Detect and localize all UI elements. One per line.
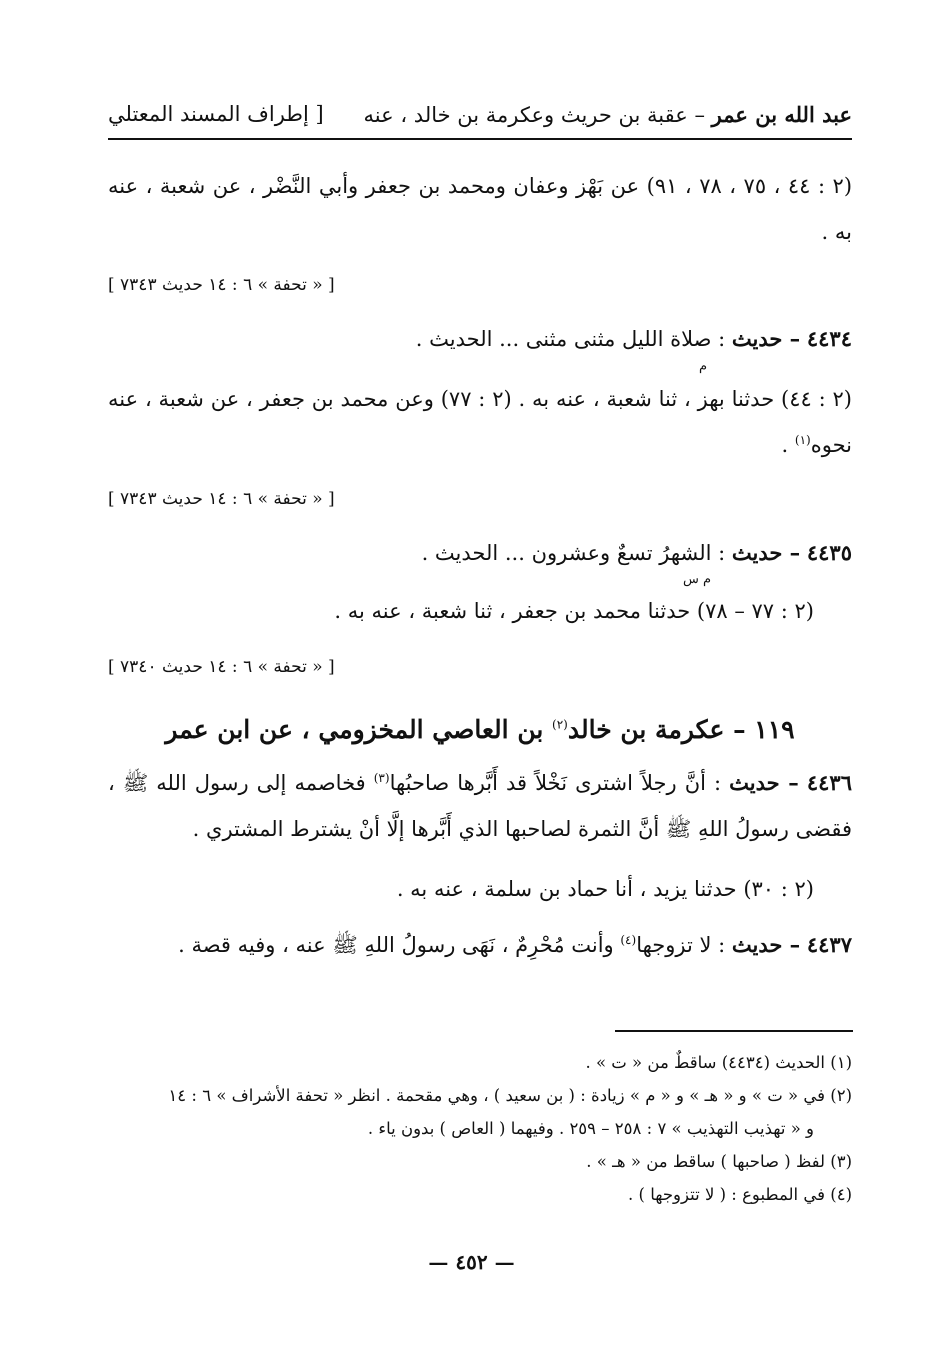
footnote-2: (٢) في « ت » و « هـ » و « م » زيادة : ( بن سعيد ) ، وهي مقحمة . انظر « تحفة الأشراف » ٦ : ١٤ xyxy=(168,1086,852,1105)
footnote-separator xyxy=(615,1030,853,1032)
footnote-2-continued: و « تهذيب التهذيب » ٧ : ٢٥٨ – ٢٥٩ . وفيهما ( العاص ) بدون ياء . xyxy=(367,1119,814,1138)
isnad-paragraph-2 xyxy=(108,376,852,468)
hadith-number: ٤٤٣٤ xyxy=(806,326,852,351)
section-heading-b: بن العاصي المخزومي ، عن ابن عمر xyxy=(165,715,553,744)
footnote-ref-3: (٣) xyxy=(373,771,390,785)
isnad-paragraph-1: (٢ : ٤٤ ، ٧٥ ، ٧٨ ، ٩١) عن بَهْز وعفان ومحمد بن جعفر وأبي النَّضْر ، عن شعبة ، عنه به . xyxy=(108,174,853,244)
header-title-bold: عبد الله بن عمر xyxy=(711,102,852,127)
tuhfa-reference-1: [ « تحفة » ٦ : ١٤ حديث ٧٣٤٣ ] xyxy=(108,275,335,295)
section-heading-119 xyxy=(108,710,852,750)
hadith-4436 xyxy=(108,760,852,852)
hadith-word: – حديث xyxy=(731,540,801,565)
source-tag-4434: م xyxy=(698,359,707,374)
header-title-rest: – عقبة بن حريث وعكرمة بن خالد ، عنه xyxy=(363,103,712,127)
tuhfa-reference-3: [ « تحفة » ٦ : ١٤ حديث ٧٣٤٠ ] xyxy=(108,657,335,677)
section-heading-a: ١١٩ – عكرمة بن خالد xyxy=(567,715,795,744)
hadith-text-a: : لا تزوجها xyxy=(636,933,732,957)
hadith-text: : صلاة الليل مثنى مثنى ... الحديث . xyxy=(415,327,732,351)
paragraph-text: (٢ : ٤٤) حدثنا بهز ، ثنا شعبة ، عنه به . (٢ : ٧٧) وعن محمد بن جعفر ، عن شعبة ، عنه نحوه xyxy=(108,387,852,457)
footnote-ref-2: (٢) xyxy=(552,717,568,732)
page-number: — ٤٥٢ — xyxy=(428,1250,515,1274)
hadith-text-a: : أنَّ رجلاً اشترى نَخْلاً قد أَبَّرها صاحبُها xyxy=(389,771,730,795)
footnotes xyxy=(108,1046,852,1211)
isnad-paragraph-4: (٢ : ٣٠) حدثنا يزيد ، أنا حماد بن سلمة ، عنه به . xyxy=(396,877,814,901)
hadith-4435 xyxy=(108,530,852,576)
hadith-4437 xyxy=(108,922,852,968)
hadith-word: – حديث xyxy=(729,770,799,795)
running-header xyxy=(108,98,852,140)
header-book-name: [ إطراف المسند المعتلي xyxy=(108,102,324,126)
hadith-4434 xyxy=(108,316,852,362)
hadith-text: : الشهرُ تسعٌ وعشرون ... الحديث . xyxy=(421,541,732,565)
tuhfa-reference-2: [ « تحفة » ٦ : ١٤ حديث ٧٣٤٣ ] xyxy=(108,489,335,509)
footnote-3: (٣) لفظ ( صاحبها ) ساقط من « هـ » . xyxy=(586,1152,852,1171)
paragraph-end: . xyxy=(781,433,795,457)
footnote-ref-1: (١) xyxy=(794,433,811,447)
header-title xyxy=(364,102,852,127)
hadith-text-b: وأنت مُحْرِمٌ ، نَهَى رسولُ اللهِ ﷺ عنه ، وفيه قصة . xyxy=(178,933,621,957)
hadith-number: ٤٤٣٥ xyxy=(806,540,852,565)
hadith-word: – حديث xyxy=(731,932,801,957)
source-tag-4435: م س xyxy=(682,572,711,587)
hadith-number: ٤٤٣٦ xyxy=(806,770,852,795)
hadith-word: – حديث xyxy=(731,326,801,351)
footnote-1: (١) الحديث (٤٤٣٤) ساقطٌ من « ت » . xyxy=(585,1053,852,1072)
isnad-paragraph-3: (٢ : ٧٧ – ٧٨) حدثنا محمد بن جعفر ، ثنا شعبة ، عنه به . xyxy=(334,599,814,623)
hadith-number: ٤٤٣٧ xyxy=(806,932,852,957)
footnote-4: (٤) في المطبوع : ( لا تتزوجها ) . xyxy=(628,1185,852,1204)
footnote-ref-4: (٤) xyxy=(620,933,637,947)
hadith-text-b: فخاصمه إلى رسول الله ﷺ ، فقضى رسولُ اللهِ ﷺ أنَّ الثمرة لصاحبها الذي أَبَّرها إلَّا أنْ يشترط المشتري . xyxy=(108,771,852,841)
